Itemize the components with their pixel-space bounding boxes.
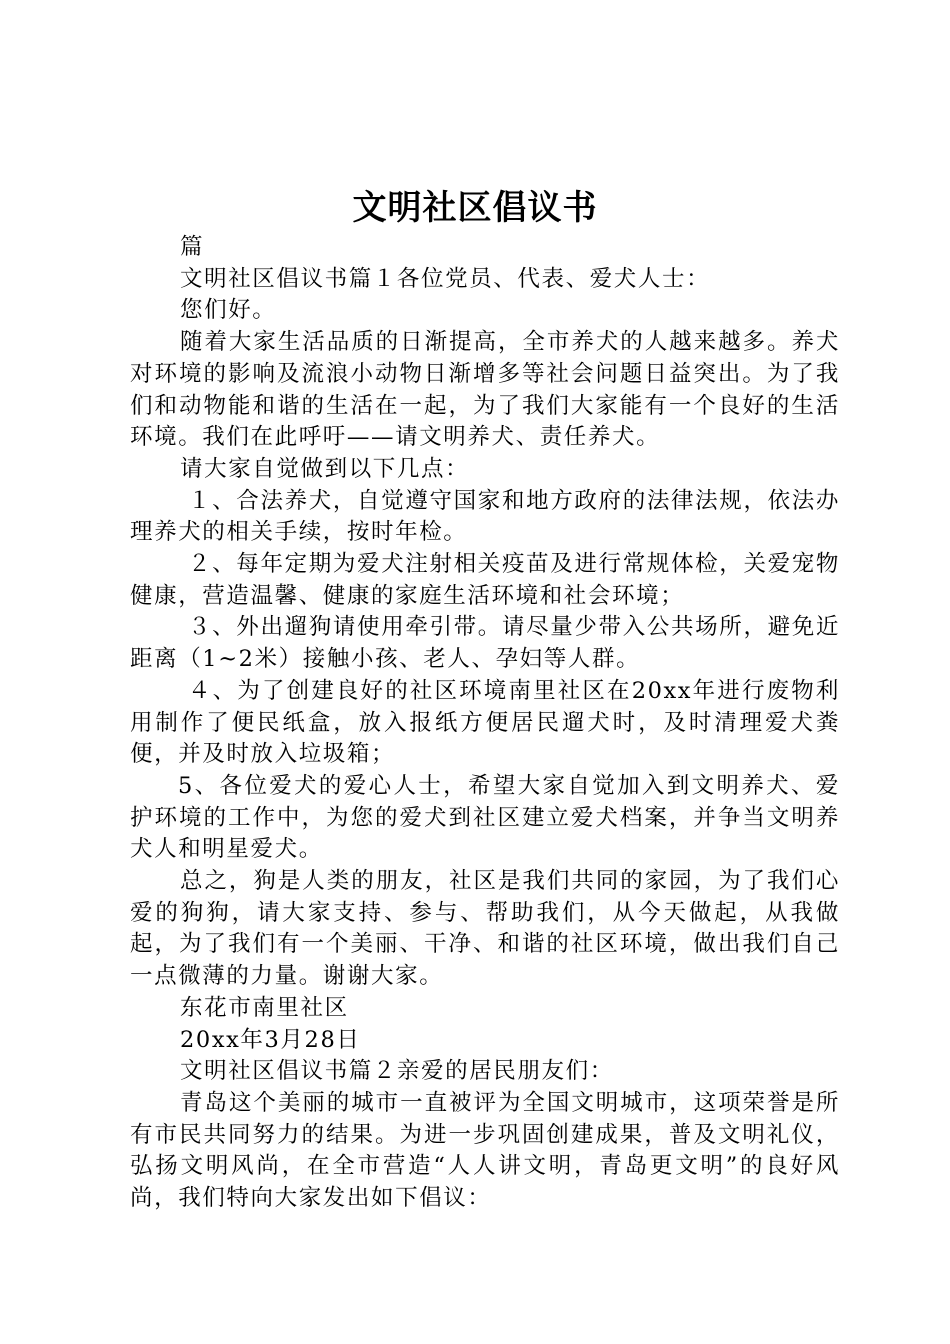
document-title: 文明社区倡议书: [352, 188, 598, 228]
paragraph-intro: 随着大家生活品质的日渐提高，全市养犬的人越来越多。养犬对环境的影响及流浪小动物日渐增多等社会问题日益突出。为了我们和动物能和谐的生活在一起，为了我们大家能有一个良好的生活环境。我们在此呼吁——请文明养犬、责任养犬。: [130, 329, 840, 451]
paragraph-item-2: ２、每年定期为爱犬注射相关疫苗及进行常规体检，关爱宠物健康，营造温馨、健康的家庭生活环境和社会环境；: [130, 551, 840, 609]
paragraph-chapter-mark: 篇: [180, 234, 205, 260]
paragraph-greeting: 您们好。: [180, 297, 277, 324]
paragraph-salutation-2: 文明社区倡议书篇２亲爱的居民朋友们：: [180, 1058, 614, 1085]
paragraph-date: 20xx年3月28日: [180, 1026, 361, 1053]
paragraph-request: 请大家自觉做到以下几点：: [180, 455, 470, 482]
paragraph-item-5: 5、各位爱犬的爱心人士，希望大家自觉加入到文明养犬、爱护环境的工作中，为您的爱犬到社区建立爱犬档案，并争当文明养犬人和明星爱犬。: [130, 772, 840, 863]
paragraph-conclusion: 总之，狗是人类的朋友，社区是我们共同的家园，为了我们心爱的狗狗，请大家支持、参与、帮助我们，从今天做起，从我做起，为了我们有一个美丽、干净、和谐的社区环境，做出我们自己一点微薄的力量。谢谢大家。: [130, 868, 840, 990]
paragraph-item-3: ３、外出遛狗请使用牵引带。请尽量少带入公共场所，避免近距离（1~2米）接触小孩、老人、孕妇等人群。: [130, 614, 840, 673]
paragraph-qingdao: 青岛这个美丽的城市一直被评为全国文明城市，这项荣誉是所有市民共同努力的结果。为进一步巩固创建成果，普及文明礼仪，弘扬文明风尚，在全市营造“人人讲文明，青岛更文明”的良好风尚，我们特向大家发出如下倡议：: [130, 1089, 840, 1212]
paragraph-signature: 东花市南里社区: [180, 994, 349, 1021]
paragraph-item-4: ４、为了创建良好的社区环境南里社区在20xx年进行废物利用制作了便民纸盒，放入报纸方便居民遛犬时，及时清理爱犬粪便，并及时放入垃圾箱；: [130, 677, 840, 768]
document-body: [130, 232, 840, 1215]
paragraph-item-1: １、合法养犬，自觉遵守国家和地方政府的法律法规，依法办理养犬的相关手续，按时年检。: [130, 487, 840, 546]
paragraph-salutation-1: 文明社区倡议书篇１各位党员、代表、爱犬人士：: [180, 265, 711, 292]
